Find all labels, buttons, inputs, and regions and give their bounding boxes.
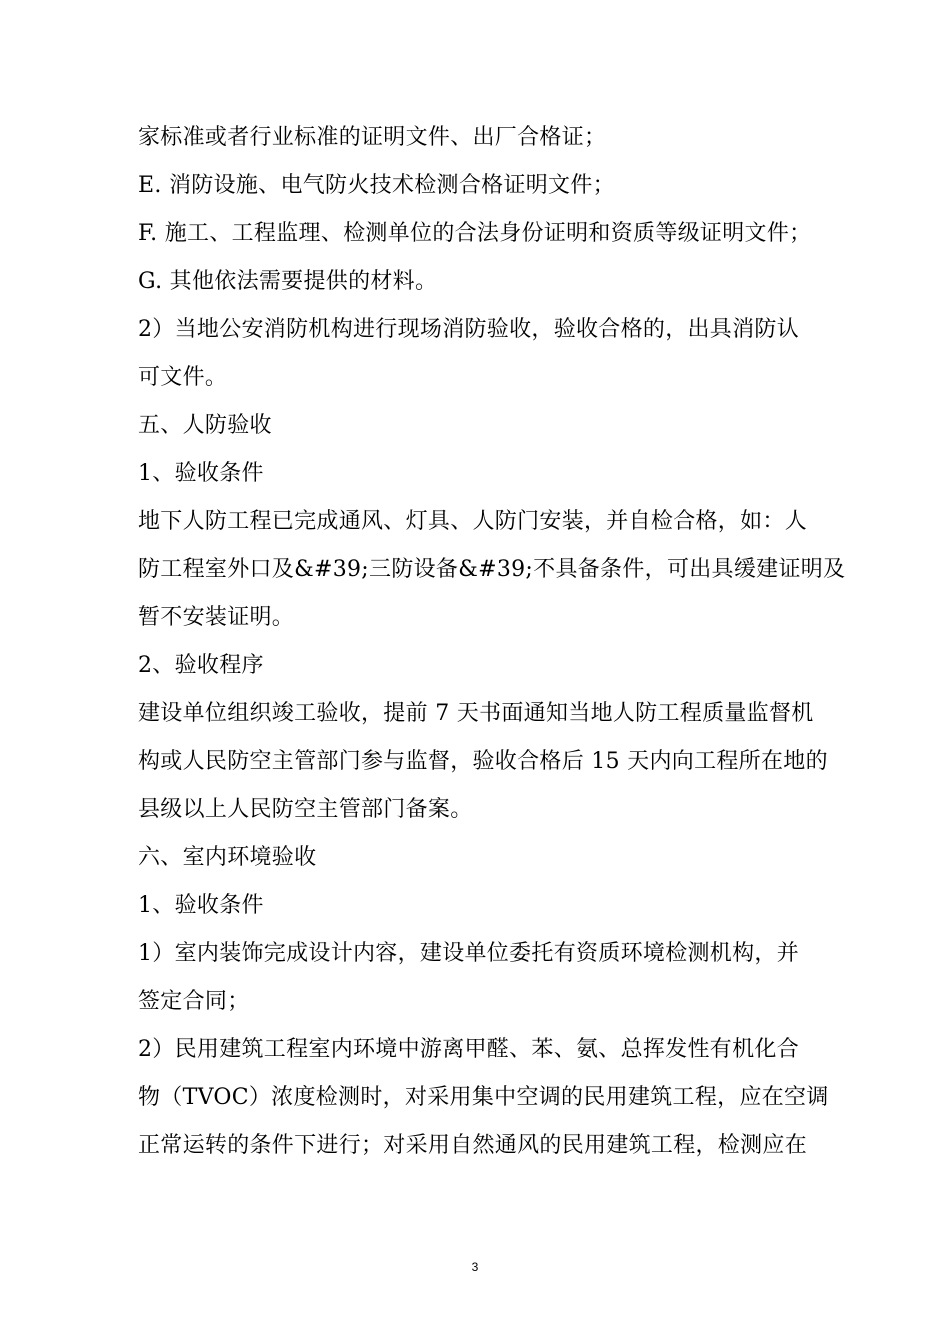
text-line: 地下人防工程已完成通风、灯具、人防门安装，并自检合格，如：人 xyxy=(138,509,808,534)
subsection-heading: 1、验收条件 xyxy=(138,461,264,486)
text-line: 2）民用建筑工程室内环境中游离甲醛、苯、氨、总挥发性有机化合 xyxy=(138,1037,799,1062)
text-line: F. 施工、工程监理、检测单位的合法身份证明和资质等级证明文件； xyxy=(138,221,812,246)
text-line: 物（TVOC）浓度检测时，对采用集中空调的民用建筑工程，应在空调 xyxy=(138,1085,829,1110)
text-line: 构或人民防空主管部门参与监督，验收合格后 15 天内向工程所在地的 xyxy=(138,749,828,774)
heading-conditions-1 xyxy=(138,450,820,498)
para-continuation-standards xyxy=(138,114,820,162)
para-item-g xyxy=(138,258,820,306)
text-line: E. 消防设施、电气防火技术检测合格证明文件； xyxy=(138,173,615,198)
subsection-heading: 1、验收条件 xyxy=(138,893,264,918)
section-heading: 六、室内环境验收 xyxy=(138,845,317,870)
para-civil-defense-conditions xyxy=(138,498,846,642)
text-line: G. 其他依法需要提供的材料。 xyxy=(138,269,438,294)
text-line: 家标准或者行业标准的证明文件、出厂合格证； xyxy=(138,125,607,150)
heading-section-5 xyxy=(138,402,820,450)
page-number: 3 xyxy=(471,1260,479,1274)
heading-section-6 xyxy=(138,834,820,882)
para-item-e xyxy=(138,162,820,210)
text-line: 正常运转的条件下进行；对采用自然通风的民用建筑工程，检测应在 xyxy=(138,1133,808,1158)
text-line: 暂不安装证明。 xyxy=(138,605,295,630)
section-heading: 五、人防验收 xyxy=(138,413,272,438)
para-item-f xyxy=(138,210,820,258)
document-body xyxy=(138,114,846,1170)
para-indoor-pollutants xyxy=(138,1026,829,1170)
heading-procedure-2 xyxy=(138,642,820,690)
para-indoor-decoration xyxy=(138,930,820,1026)
text-line: 建设单位组织竣工验收，提前 7 天书面通知当地人防工程质量监督机 xyxy=(138,701,814,726)
text-line: 签定合同； xyxy=(138,989,250,1014)
text-line: 2）当地公安消防机构进行现场消防验收，验收合格的，出具消防认 xyxy=(138,317,799,342)
para-fire-onsite xyxy=(138,306,820,402)
heading-conditions-1b xyxy=(138,882,820,930)
text-line: 防工程室外口及&#39;三防设备&#39;不具备条件，可出具缓建证明及 xyxy=(138,557,846,582)
text-line: 可文件。 xyxy=(138,365,228,390)
text-line: 1）室内装饰完成设计内容，建设单位委托有资质环境检测机构，并 xyxy=(138,941,799,966)
para-civil-defense-procedure xyxy=(138,690,828,834)
text-line: 县级以上人民防空主管部门备案。 xyxy=(138,797,473,822)
subsection-heading: 2、验收程序 xyxy=(138,653,264,678)
